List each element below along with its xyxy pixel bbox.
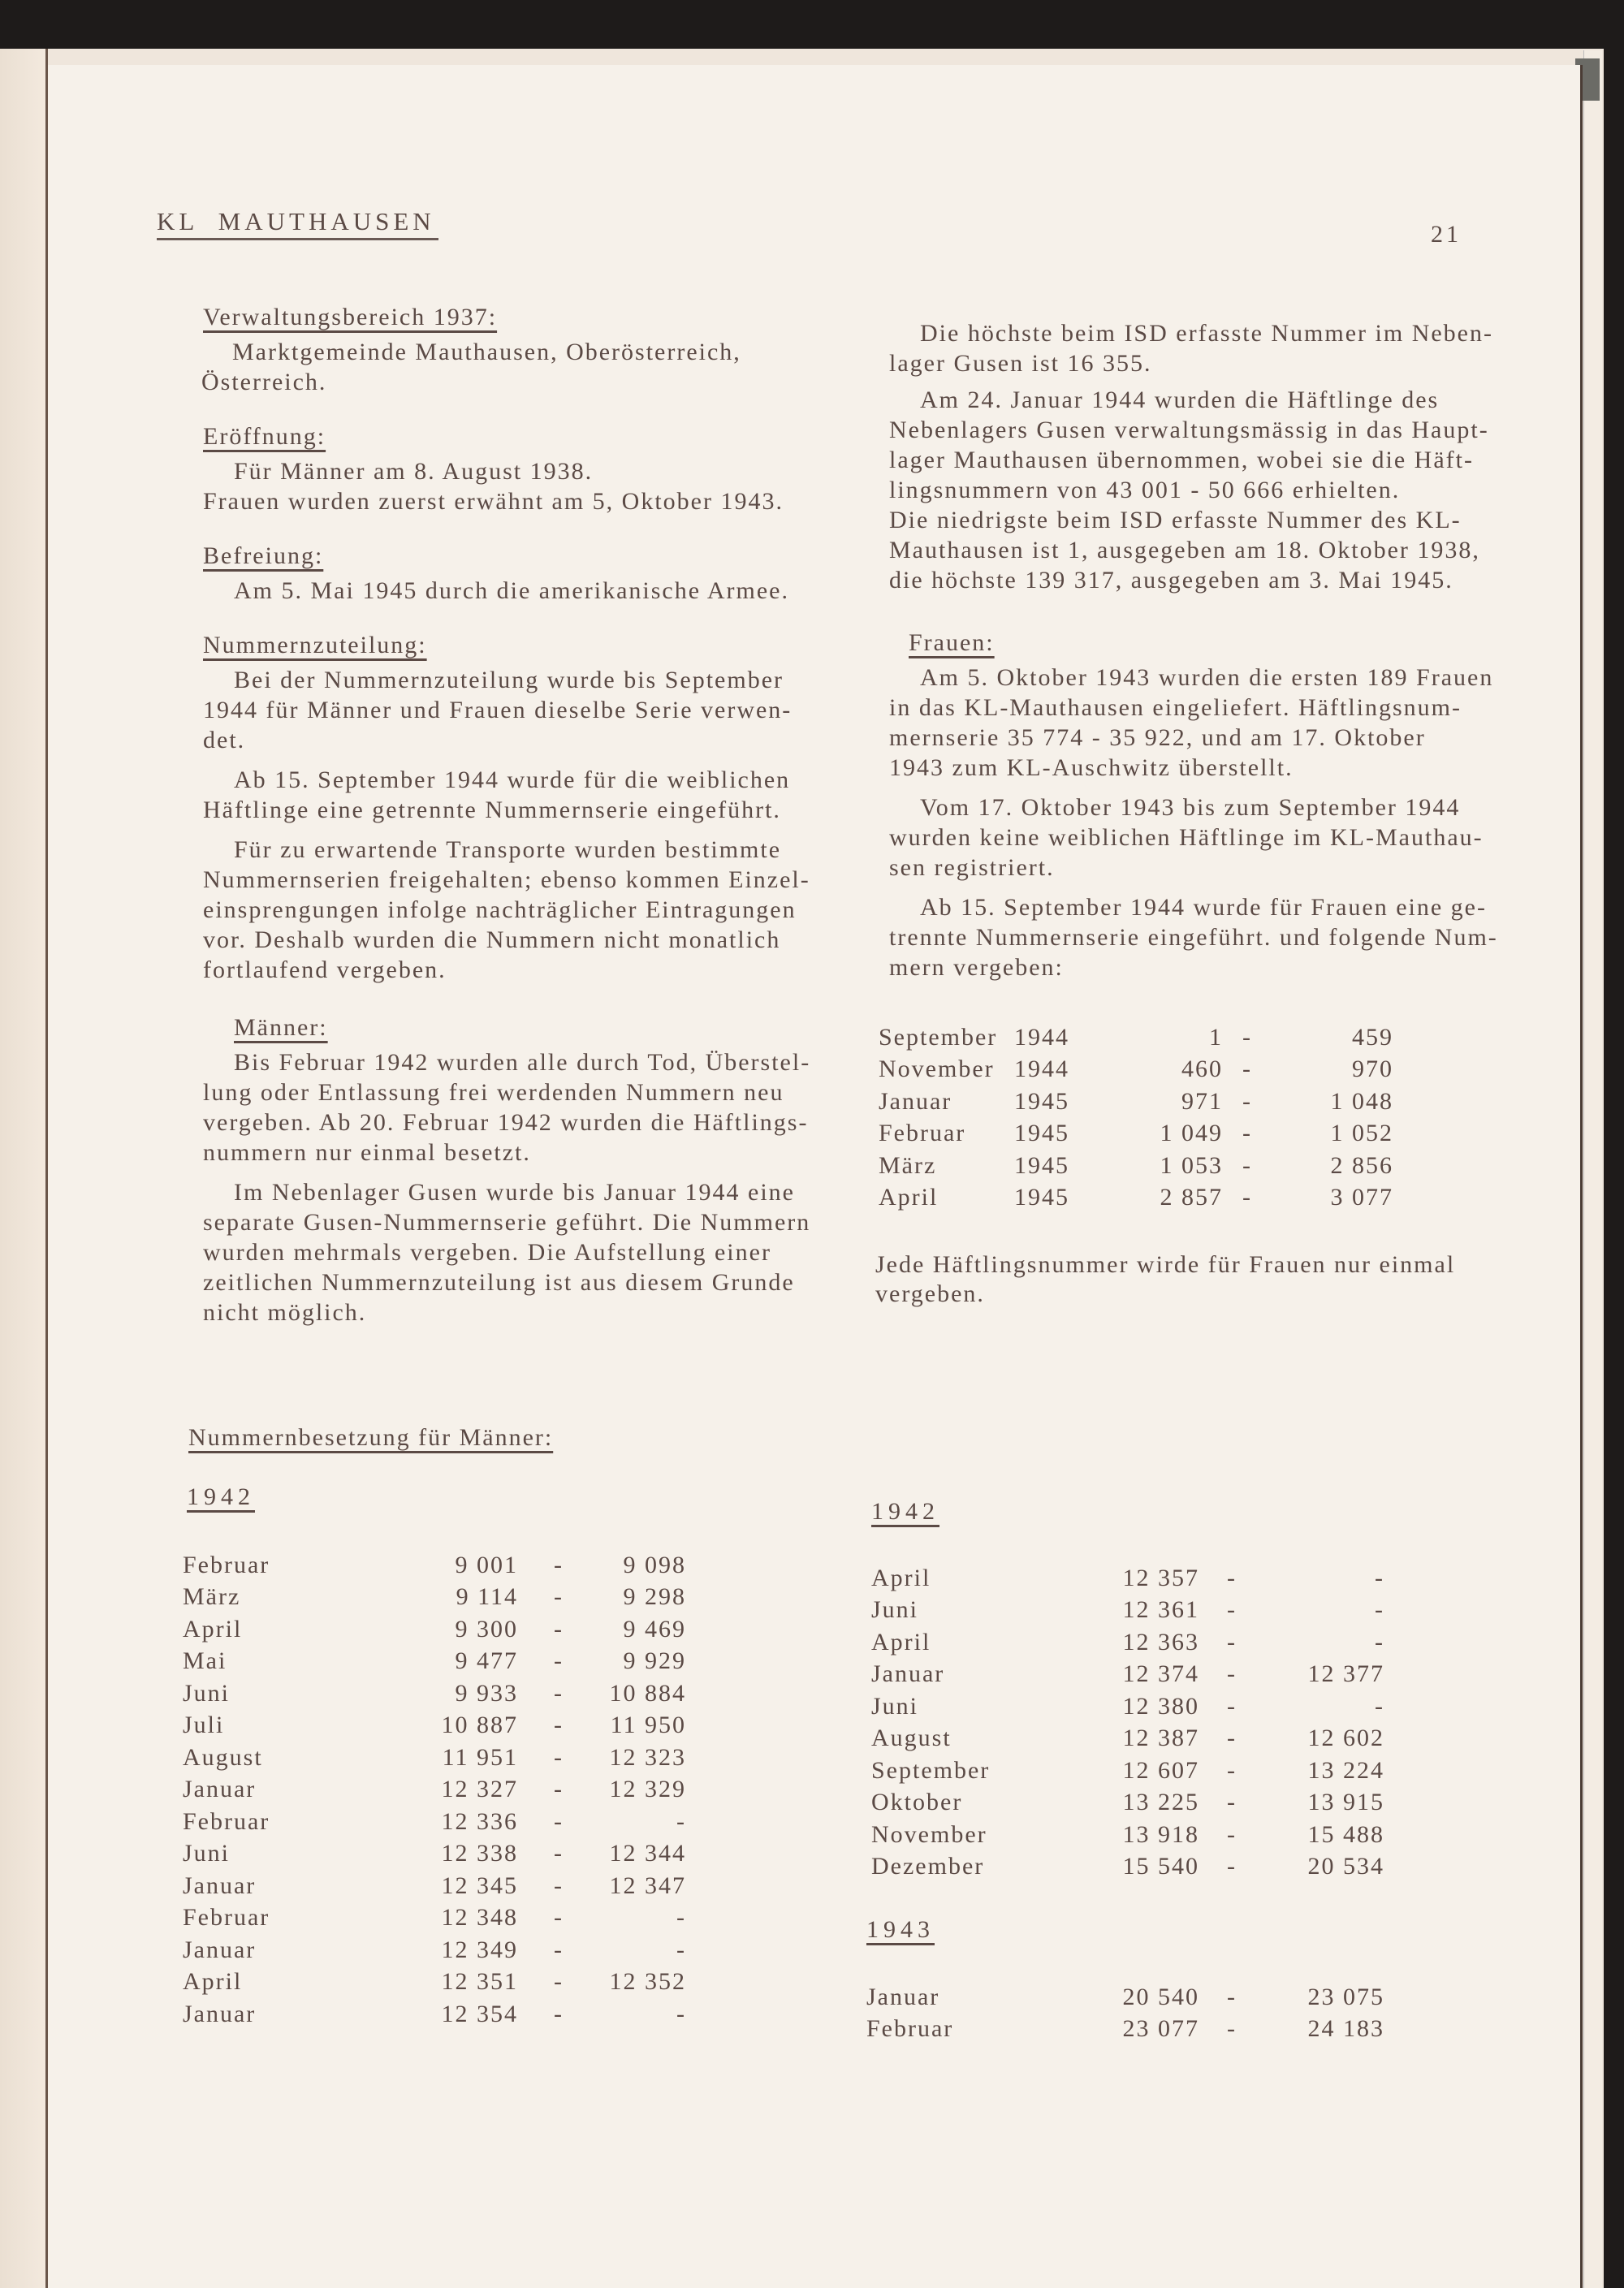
month-cell: August <box>183 1743 263 1771</box>
range-end-cell: - <box>676 1807 686 1835</box>
month-cell: September <box>879 1023 998 1051</box>
range-end-cell: 12 602 <box>1307 1725 1384 1752</box>
range-start-cell: 12 327 <box>441 1776 518 1803</box>
range-end-cell: 2 856 <box>1330 1151 1393 1179</box>
paragraph <box>203 1047 810 1168</box>
table-row <box>183 1710 686 1742</box>
range-end-cell: 10 884 <box>609 1679 686 1707</box>
range-start-cell: 20 540 <box>1122 1983 1199 2010</box>
paragraph <box>889 892 1498 982</box>
year-heading: 1942 <box>871 1498 939 1525</box>
text-line: fortlaufend vergeben. <box>203 956 447 983</box>
range-start-cell: 12 336 <box>441 1807 518 1835</box>
table-row <box>183 1613 686 1646</box>
range-end-cell: 3 077 <box>1330 1184 1393 1211</box>
table-row <box>183 1677 686 1710</box>
range-dash: - <box>1242 1151 1252 1179</box>
range-start-cell: 12 354 <box>441 2000 518 2027</box>
range-dash: - <box>1227 1983 1237 2010</box>
range-start-cell: 2 857 <box>1160 1184 1223 1211</box>
range-dash: - <box>1242 1184 1252 1211</box>
table-row <box>183 1838 686 1871</box>
section-maenner <box>203 1012 810 1327</box>
month-cell: Januar <box>183 2000 257 2027</box>
text-line: sen registriert. <box>889 854 1055 881</box>
text-line: zeitlichen Nummernzuteilung ist aus diesem Grunde <box>203 1269 795 1296</box>
year-cell: 1945 <box>1014 1184 1069 1211</box>
text-line: Österreich. <box>201 369 327 395</box>
range-end-cell: - <box>676 1936 686 1963</box>
range-end-cell: 20 534 <box>1307 1853 1384 1880</box>
range-start-cell: 10 887 <box>441 1712 518 1739</box>
paragraph <box>889 318 1498 378</box>
range-dash: - <box>554 1743 564 1771</box>
range-dash: - <box>554 1936 564 1963</box>
month-cell: August <box>871 1725 952 1752</box>
section-nummernzuteilung <box>203 630 810 985</box>
range-dash: - <box>554 1904 564 1932</box>
men-numbers-table-1943 <box>866 1981 1384 2045</box>
month-cell: Oktober <box>871 1789 963 1816</box>
month-cell: April <box>879 1184 939 1211</box>
month-cell: März <box>879 1151 937 1179</box>
range-dash: - <box>554 1776 564 1803</box>
year-heading-wrap <box>866 1915 935 1949</box>
range-dash: - <box>1242 1023 1252 1051</box>
section-heading: Männer: <box>234 1014 328 1041</box>
range-end-cell: - <box>1375 1692 1384 1720</box>
range-dash: - <box>554 1583 564 1611</box>
month-cell: April <box>183 1615 243 1643</box>
year-cell: 1945 <box>1014 1151 1069 1179</box>
table-row <box>879 1054 1393 1086</box>
text-line: Ab 15. September 1944 wurde für die weiblichen <box>234 766 791 793</box>
range-dash: - <box>1242 1120 1252 1147</box>
range-start-cell: 971 <box>1181 1087 1223 1115</box>
table-row <box>879 1086 1393 1118</box>
section-heading: Verwaltungsbereich 1937: <box>203 304 498 330</box>
month-cell: April <box>183 1968 243 1996</box>
women-note <box>875 1250 1455 1309</box>
range-start-cell: 12 357 <box>1122 1564 1199 1591</box>
range-start-cell: 12 380 <box>1122 1692 1199 1720</box>
table-heading: Nummernbesetzung für Männer: <box>188 1424 554 1451</box>
range-start-cell: 15 540 <box>1122 1853 1199 1880</box>
table-row <box>871 1562 1384 1595</box>
table-row <box>866 2014 1384 2046</box>
year-cell: 1944 <box>1014 1056 1069 1083</box>
range-start-cell: 1 049 <box>1160 1120 1223 1147</box>
range-dash: - <box>1227 1756 1237 1784</box>
section-heading: Befreiung: <box>203 542 324 569</box>
range-end-cell: - <box>1375 1596 1384 1624</box>
text-line: mern vergeben: <box>889 954 1064 981</box>
paragraph <box>203 1177 810 1327</box>
women-numbers-table <box>879 1021 1393 1214</box>
range-end-cell: 12 329 <box>609 1776 686 1803</box>
range-end-cell: 12 347 <box>609 1871 686 1899</box>
range-dash: - <box>554 1679 564 1707</box>
month-cell: Februar <box>183 1807 270 1835</box>
section-eroeffnung <box>203 421 810 516</box>
table-row <box>183 1774 686 1807</box>
year-heading: 1942 <box>187 1483 255 1510</box>
range-start-cell: 9 114 <box>456 1583 518 1611</box>
page-stack-edge <box>1583 50 1602 2288</box>
month-cell: Juni <box>183 1840 231 1867</box>
paragraph <box>201 337 810 397</box>
range-start-cell: 12 387 <box>1122 1725 1199 1752</box>
range-end-cell: 13 224 <box>1307 1756 1384 1784</box>
range-end-cell: 1 048 <box>1330 1087 1393 1115</box>
range-dash: - <box>1227 1564 1237 1591</box>
text-line: in das KL-Mauthausen eingeliefert. Häftlingsnum- <box>889 694 1462 721</box>
range-end-cell: 12 377 <box>1307 1660 1384 1688</box>
table-row <box>871 1659 1384 1691</box>
range-end-cell: - <box>1375 1564 1384 1591</box>
text-line: Mauthausen ist 1, ausgegeben am 18. Oktober 1938, <box>889 537 1480 563</box>
table-row <box>871 1787 1384 1820</box>
section-frauen <box>889 628 1498 982</box>
year-heading: 1943 <box>866 1916 935 1943</box>
month-cell: Januar <box>183 1776 257 1803</box>
range-end-cell: 9 469 <box>623 1615 686 1643</box>
text-line: Die niedrigste beim ISD erfasste Nummer des KL- <box>889 507 1462 533</box>
year-cell: 1945 <box>1014 1087 1069 1115</box>
right-column <box>889 318 1498 982</box>
range-start-cell: 12 607 <box>1122 1756 1199 1784</box>
table-row <box>871 1819 1384 1851</box>
text-line: Für zu erwartende Transporte wurden bestimmte <box>234 836 782 863</box>
besetzung-heading-wrap <box>188 1422 553 1457</box>
table-row <box>879 1021 1393 1054</box>
year-cell: 1944 <box>1014 1023 1069 1051</box>
month-cell: Juni <box>871 1596 919 1624</box>
paragraph <box>203 765 810 825</box>
text-line: nicht möglich. <box>203 1299 367 1326</box>
text-line: mernserie 35 774 - 35 922, und am 17. Oktober <box>889 724 1426 751</box>
month-cell: Juli <box>183 1712 225 1739</box>
paragraph <box>889 505 1498 595</box>
text-line: Ab 15. September 1944 wurde für Frauen eine ge- <box>920 894 1487 921</box>
month-cell: Februar <box>183 1551 270 1578</box>
text-line: Marktgemeinde Mauthausen, Oberösterreich, <box>232 339 741 365</box>
table-row <box>183 1870 686 1902</box>
text-line: separate Gusen-Nummernserie geführt. Die Nummern <box>203 1209 811 1236</box>
month-cell: Juni <box>183 1679 231 1707</box>
range-start-cell: 12 345 <box>441 1871 518 1899</box>
month-cell: Januar <box>871 1660 945 1688</box>
range-start-cell: 11 951 <box>442 1743 518 1771</box>
range-end-cell: 9 098 <box>623 1551 686 1578</box>
text-line: Frauen wurden zuerst erwähnt am 5, Oktober 1943. <box>203 488 784 515</box>
range-dash: - <box>554 1807 564 1835</box>
range-start-cell: 12 348 <box>441 1904 518 1932</box>
text-line: Am 5. Oktober 1943 wurden die ersten 189 Frauen <box>920 664 1494 691</box>
month-cell: Februar <box>866 2015 954 2043</box>
men-numbers-table-1942-right <box>871 1562 1384 1883</box>
range-end-cell: 13 915 <box>1307 1789 1384 1816</box>
page-number: 21 <box>1431 221 1462 248</box>
text-line: vergeben. <box>875 1280 985 1307</box>
text-line: nummern nur einmal besetzt. <box>203 1139 531 1166</box>
text-line: 1944 für Männer und Frauen dieselbe Serie verwen- <box>203 697 793 723</box>
month-cell: November <box>871 1820 987 1848</box>
range-start-cell: 9 300 <box>455 1615 518 1643</box>
paragraph <box>203 456 810 516</box>
range-end-cell: - <box>1375 1628 1384 1656</box>
text-line: Häftlinge eine getrennte Nummernserie eingeführt. <box>203 796 781 823</box>
year-heading-wrap <box>187 1482 255 1517</box>
range-dash: - <box>554 1551 564 1578</box>
section-heading: Nummernzuteilung: <box>203 632 427 658</box>
range-dash: - <box>1227 1628 1237 1656</box>
range-dash: - <box>554 1712 564 1739</box>
section-verwaltung <box>203 302 810 397</box>
year-cell: 1945 <box>1014 1120 1069 1147</box>
month-cell: Juni <box>871 1692 919 1720</box>
table-row <box>879 1150 1393 1182</box>
month-cell: April <box>871 1564 931 1591</box>
range-end-cell: 1 052 <box>1330 1120 1393 1147</box>
range-end-cell: 9 929 <box>623 1647 686 1675</box>
left-column <box>203 302 810 1327</box>
paragraph <box>889 663 1498 783</box>
men-numbers-table-1942-left <box>183 1549 686 2031</box>
range-start-cell: 12 338 <box>441 1840 518 1867</box>
paragraph <box>203 835 810 985</box>
table-row <box>871 1755 1384 1787</box>
text-line: lager Gusen ist 16 355. <box>889 350 1152 377</box>
text-line: Jede Häftlingsnummer wirde für Frauen nur einmal <box>875 1251 1456 1278</box>
text-line: Nummernserien freigehalten; ebenso kommen Einzel- <box>203 866 810 893</box>
text-line: lung oder Entlassung frei werdenden Nummern neu <box>203 1079 784 1106</box>
range-dash: - <box>1227 1789 1237 1816</box>
text-line: vergeben. Ab 20. Februar 1942 wurden die Häftlings- <box>203 1109 809 1136</box>
range-start-cell: 23 077 <box>1122 2015 1199 2043</box>
table-row <box>183 1646 686 1678</box>
paragraph <box>203 576 810 606</box>
text-line: trennte Nummernserie eingeführt. und folgende Num- <box>889 924 1498 951</box>
table-row <box>871 1851 1384 1884</box>
text-line: einsprengungen infolge nachträglicher Eintragungen <box>203 896 797 923</box>
month-cell: Dezember <box>871 1853 985 1880</box>
table-row <box>183 1966 686 1999</box>
text-line: Für Männer am 8. August 1938. <box>234 458 594 485</box>
range-end-cell: 15 488 <box>1307 1820 1384 1848</box>
month-cell: Januar <box>866 1983 940 2010</box>
range-dash: - <box>554 2000 564 2027</box>
text-line: vor. Deshalb wurden die Nummern nicht monatlich <box>203 926 781 953</box>
range-dash: - <box>554 1968 564 1996</box>
paragraph <box>203 665 810 755</box>
range-start-cell: 1 <box>1209 1023 1223 1051</box>
range-end-cell: - <box>676 2000 686 2027</box>
text-line: Nebenlagers Gusen verwaltungsmässig in das Haupt- <box>889 417 1489 443</box>
range-dash: - <box>554 1615 564 1643</box>
table-row <box>871 1690 1384 1723</box>
section-heading: Eröffnung: <box>203 423 326 450</box>
table-row <box>879 1182 1393 1215</box>
text-line: lingsnummern von 43 001 - 50 666 erhielten. <box>889 477 1401 503</box>
section-befreiung <box>203 541 810 606</box>
range-end-cell: 12 344 <box>609 1840 686 1867</box>
month-cell: Februar <box>183 1904 270 1932</box>
text-line: lager Mauthausen übernommen, wobei sie die Häft- <box>889 447 1474 473</box>
previous-page-edge <box>0 49 48 2288</box>
range-dash: - <box>1227 1660 1237 1688</box>
running-title: KL MAUTHAUSEN <box>157 206 438 240</box>
table-row <box>183 1902 686 1935</box>
range-start-cell: 9 477 <box>455 1647 518 1675</box>
text-line: Vom 17. Oktober 1943 bis zum September 1944 <box>920 794 1461 821</box>
text-line: Am 5. Mai 1945 durch die amerikanische Armee. <box>234 577 789 604</box>
range-dash: - <box>554 1840 564 1867</box>
range-end-cell: 970 <box>1352 1056 1393 1083</box>
range-start-cell: 13 225 <box>1122 1789 1199 1816</box>
section-heading: Frauen: <box>909 629 995 656</box>
range-dash: - <box>1227 1725 1237 1752</box>
range-start-cell: 12 349 <box>441 1936 518 1963</box>
text-line: wurden mehrmals vergeben. Die Aufstellung einer <box>203 1239 771 1266</box>
month-cell: Mai <box>183 1647 227 1675</box>
range-dash: - <box>1242 1056 1252 1083</box>
month-cell: Januar <box>183 1871 257 1899</box>
text-line: 1943 zum KL-Auschwitz überstellt. <box>889 754 1294 781</box>
range-dash: - <box>554 1871 564 1899</box>
range-end-cell: - <box>676 1904 686 1932</box>
range-start-cell: 9 001 <box>455 1551 518 1578</box>
table-row <box>871 1626 1384 1659</box>
range-end-cell: 12 352 <box>609 1968 686 1996</box>
table-row <box>183 1549 686 1582</box>
month-cell: September <box>871 1756 991 1784</box>
table-row <box>871 1723 1384 1755</box>
range-start-cell: 12 361 <box>1122 1596 1199 1624</box>
text-line: det. <box>203 727 246 753</box>
range-dash: - <box>1242 1087 1252 1115</box>
paragraph <box>889 385 1498 505</box>
month-cell: Januar <box>183 1936 257 1963</box>
text-line: die höchste 139 317, ausgegeben am 3. Mai 1945. <box>889 567 1453 594</box>
text-line: Am 24. Januar 1944 wurden die Häftlinge des <box>920 386 1440 413</box>
table-row <box>183 1742 686 1774</box>
range-start-cell: 9 933 <box>455 1679 518 1707</box>
month-cell: März <box>183 1583 241 1611</box>
table-row <box>183 1998 686 2031</box>
range-end-cell: 11 950 <box>610 1712 686 1739</box>
range-end-cell: 9 298 <box>623 1583 686 1611</box>
table-row <box>871 1595 1384 1627</box>
range-start-cell: 12 351 <box>441 1968 518 1996</box>
year-heading-wrap <box>871 1496 939 1531</box>
table-row <box>879 1118 1393 1150</box>
range-start-cell: 460 <box>1181 1056 1223 1083</box>
range-dash: - <box>1227 2015 1237 2043</box>
text-line: Im Nebenlager Gusen wurde bis Januar 1944 eine <box>234 1179 795 1206</box>
table-row <box>183 1806 686 1838</box>
text-line: Bis Februar 1942 wurden alle durch Tod, Überstel- <box>234 1049 811 1076</box>
range-dash: - <box>1227 1596 1237 1624</box>
range-start-cell: 12 374 <box>1122 1660 1199 1688</box>
range-dash: - <box>1227 1692 1237 1720</box>
table-row <box>183 1934 686 1966</box>
text-line: Bei der Nummernzuteilung wurde bis September <box>234 667 784 693</box>
text-line: Die höchste beim ISD erfasste Nummer im Neben- <box>920 320 1493 347</box>
range-end-cell: 12 323 <box>609 1743 686 1771</box>
month-cell: Januar <box>879 1087 952 1115</box>
range-dash: - <box>1227 1820 1237 1848</box>
range-start-cell: 1 053 <box>1160 1151 1223 1179</box>
range-start-cell: 12 363 <box>1122 1628 1199 1656</box>
range-end-cell: 23 075 <box>1307 1983 1384 2010</box>
month-cell: November <box>879 1056 995 1083</box>
range-end-cell: 24 183 <box>1307 2015 1384 2043</box>
table-row <box>866 1981 1384 2014</box>
month-cell: Februar <box>879 1120 966 1147</box>
range-dash: - <box>1227 1853 1237 1880</box>
range-start-cell: 13 918 <box>1122 1820 1199 1848</box>
table-row <box>183 1582 686 1614</box>
text-line: wurden keine weiblichen Häftlinge im KL-Mauthau- <box>889 824 1484 851</box>
range-end-cell: 459 <box>1352 1023 1393 1051</box>
range-dash: - <box>554 1647 564 1675</box>
paragraph <box>889 792 1498 883</box>
month-cell: April <box>871 1628 931 1656</box>
